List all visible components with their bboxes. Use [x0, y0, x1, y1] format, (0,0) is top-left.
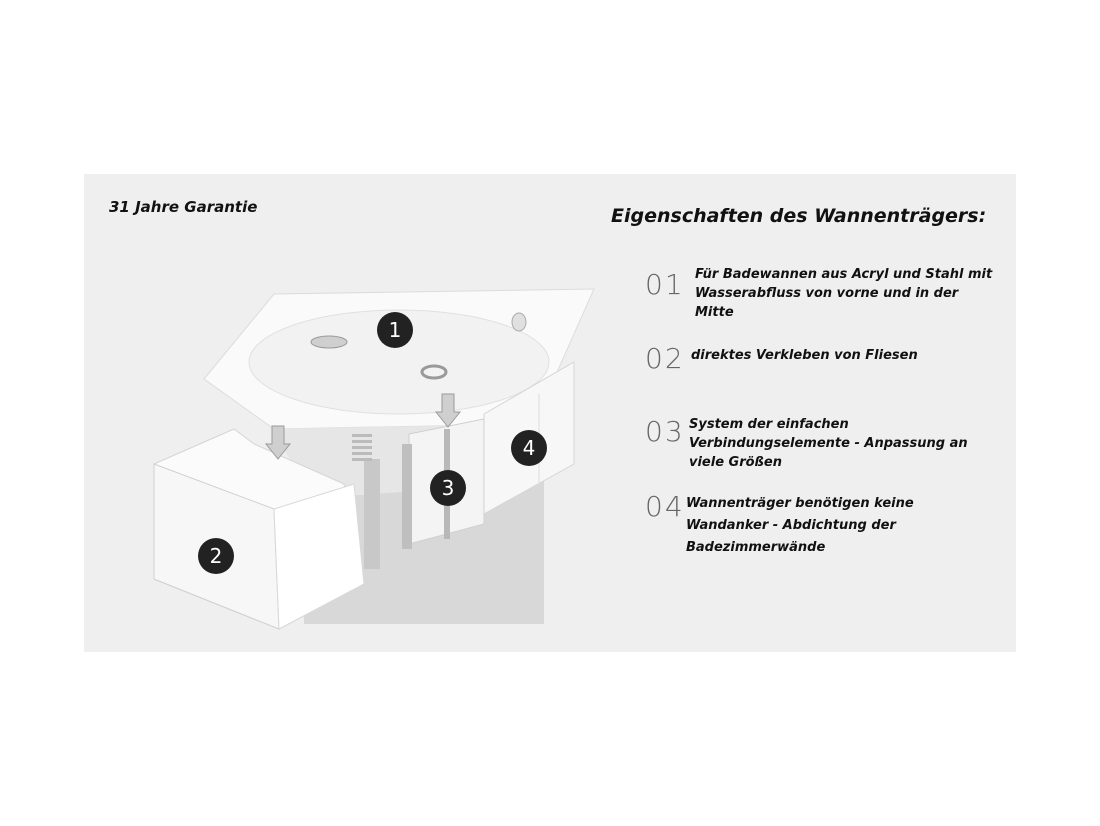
marker-4	[511, 430, 547, 466]
svg-text:3: 3	[441, 476, 455, 500]
feature-text: Für Badewannen aus Acryl und Stahl mit Wasserabfluss von vorne und in der Mitte	[695, 267, 993, 320]
feature-number: 02	[645, 342, 685, 375]
overflow-fitting	[512, 313, 526, 331]
drain-fitting	[311, 336, 347, 348]
feature-text: System der einfachen Verbindungselemente - Anpassung an viele Größen	[689, 417, 968, 470]
feature-text: direktes Verkleben von Fliesen	[691, 348, 918, 363]
svg-text:1: 1	[388, 318, 402, 342]
svg-text:2: 2	[209, 544, 223, 568]
feature-text: Wannenträger benötigen keine Wandanker - Abdichtung der Badezimmerwände	[686, 496, 914, 555]
marker-1	[377, 312, 413, 348]
features-heading: Eigenschaften des Wannenträgers:	[611, 205, 987, 227]
content-panel	[84, 174, 1016, 652]
bathtub-support-illustration	[144, 274, 674, 644]
svg-text:4: 4	[522, 436, 536, 460]
guarantee-label: 31 Jahre Garantie	[109, 198, 258, 216]
feature-number: 01	[645, 268, 685, 301]
marker-2	[198, 538, 234, 574]
feature-number: 04	[645, 490, 685, 523]
marker-3	[430, 470, 466, 506]
feature-number: 03	[645, 415, 685, 448]
